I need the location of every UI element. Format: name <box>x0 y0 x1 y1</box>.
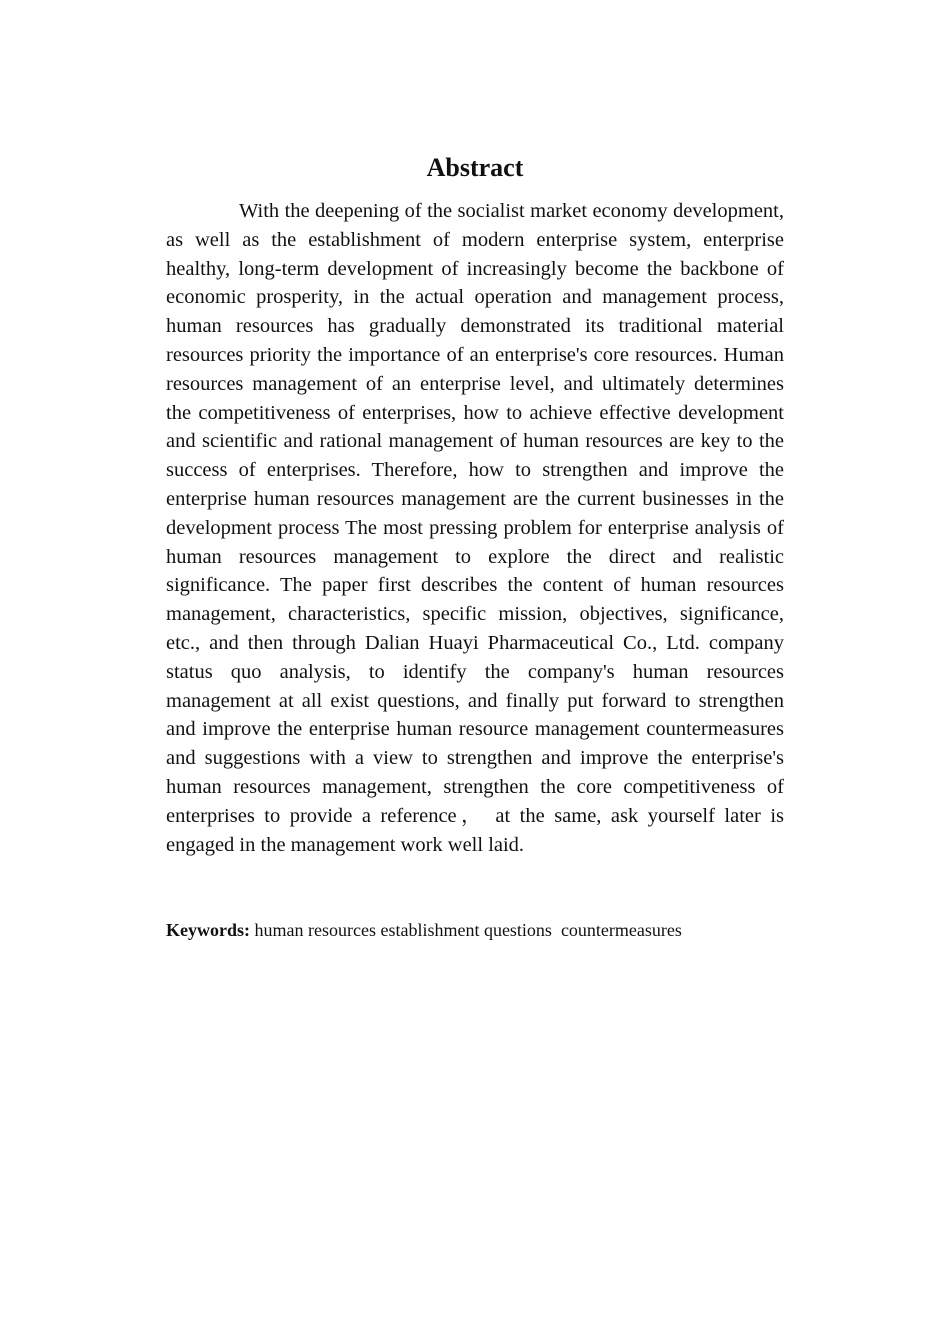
keywords-line <box>166 917 784 943</box>
abstract-title: Abstract <box>426 153 524 182</box>
abstract-body: With the deepening of the socialist market economy development, as well as the establishment of modern enterprise system, enterprise healthy, long-term development of increasingly become the backbone of economic prosperity, in the actual operation and management process, human resources has gradually demonstrated its traditional material resources priority the importance of an enterprise's core resources. Human resources management of an enterprise level, and ultimately determines the competitiveness of enterprises, how to achieve effective development and scientific and rational management of human resources are key to the success of enterprises. Therefore, how to strengthen and improve the enterprise human resources management are the current businesses in the development process The most pressing problem for enterprise analysis of human resources management to explore the direct and realistic significance. The paper first describes the content of human resources management, characteristics, specific mission, objectives, significance, etc., and then through Dalian Huayi Pharmaceutical Co., Ltd. company status quo analysis, to identify the company's human resources management at all exist questions, and finally put forward to strengthen and improve the enterprise human resource management countermeasures and suggestions with a view to strengthen and improve the enterprise's human resources management, strengthen the core competitiveness of enterprises to provide a reference， at the same, ask yourself later is engaged in the management work well laid. <box>166 200 784 856</box>
keywords-label: Keywords: <box>166 920 250 940</box>
keywords-text: human resources establishment questions countermeasures <box>250 920 682 940</box>
